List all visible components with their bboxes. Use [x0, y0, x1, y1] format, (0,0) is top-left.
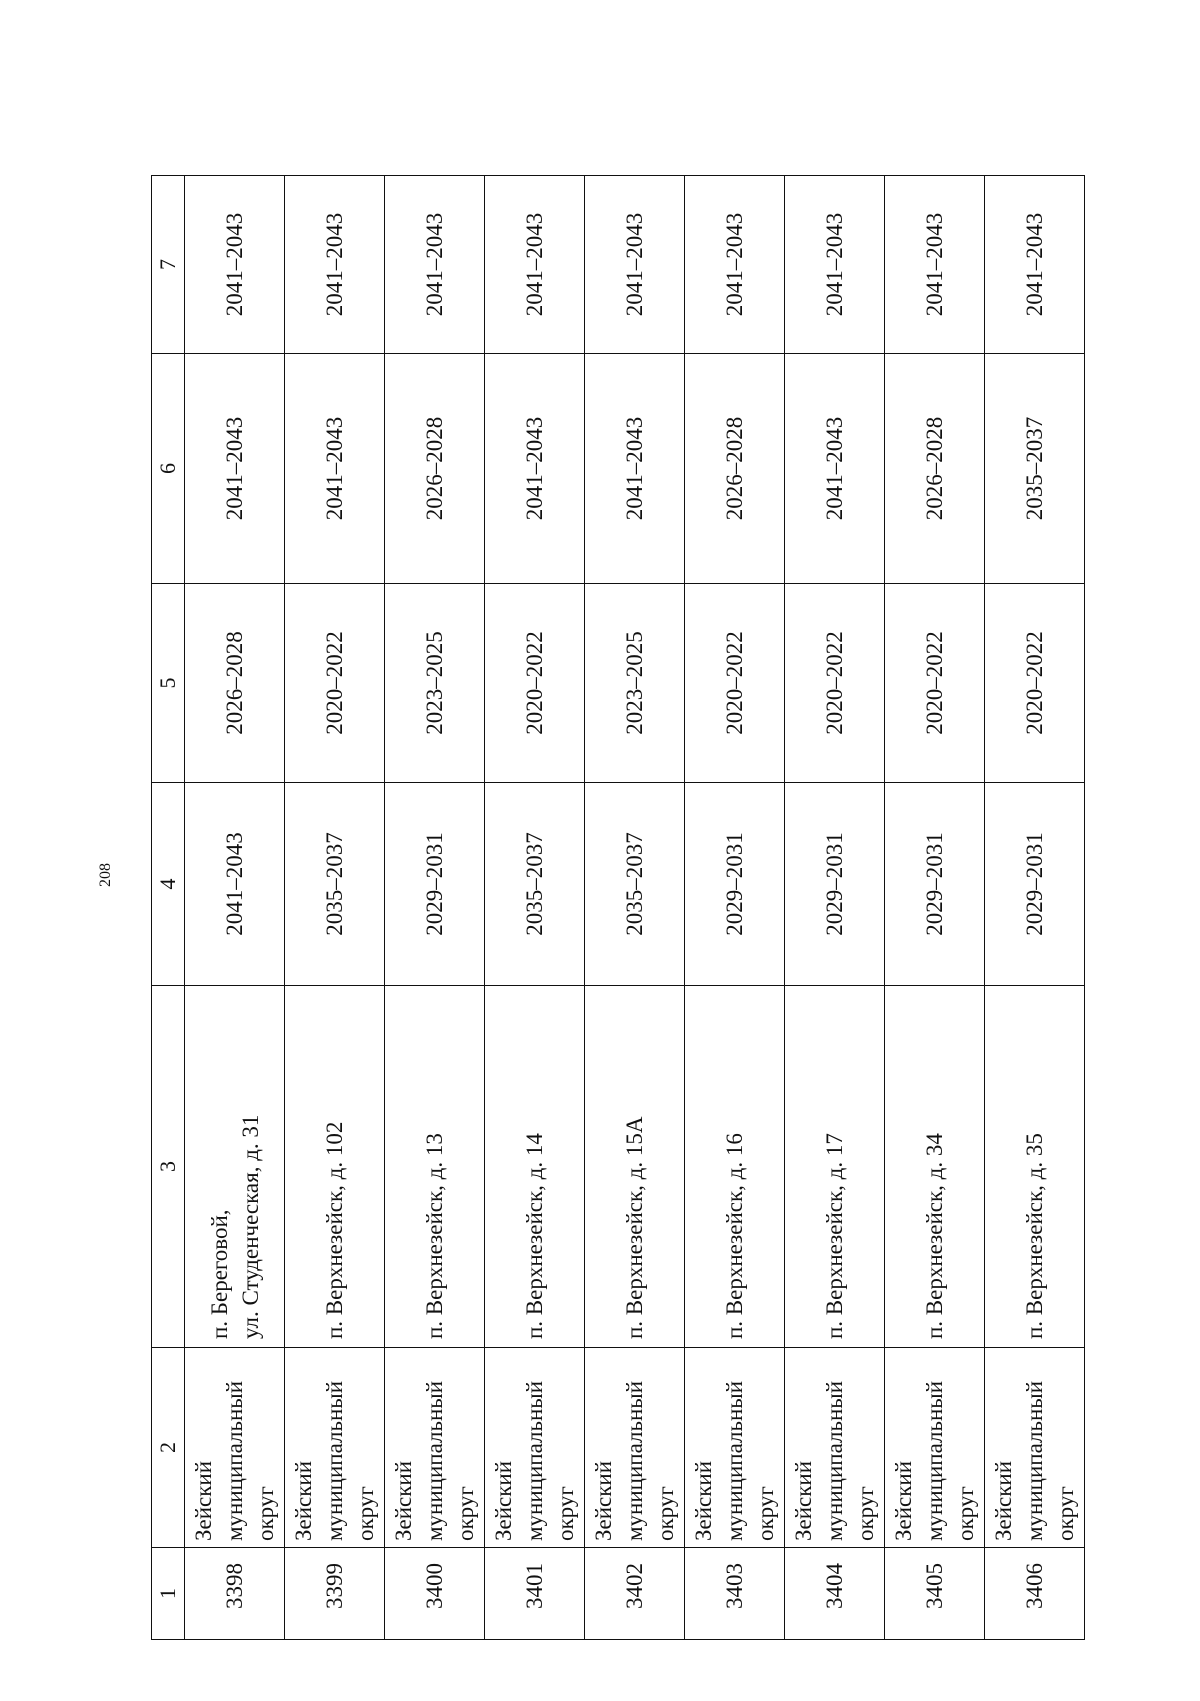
district-line: Зейский: [291, 1460, 316, 1541]
period-col-7: 2041–2043: [585, 176, 685, 354]
table-row: [485, 176, 585, 1640]
district-line: округ: [353, 1486, 378, 1541]
address-cell: [885, 986, 985, 1348]
period-col-5: 2020–2022: [885, 584, 985, 783]
table-row: [785, 176, 885, 1640]
period-col-5: 2020–2022: [985, 584, 1085, 783]
district-line: Зейский: [191, 1460, 216, 1541]
period-col-7: 2041–2043: [785, 176, 885, 354]
period-col-6: 2035–2037: [985, 354, 1085, 584]
district-cell: [485, 1348, 585, 1548]
district-cell: [685, 1348, 785, 1548]
district-line: муниципальный: [422, 1380, 447, 1541]
address-line: п. Верхнезейск, д. 34: [922, 1133, 947, 1339]
table-row: [285, 176, 385, 1640]
address-cell: [785, 986, 885, 1348]
address-cell: [485, 986, 585, 1348]
column-header-2: 2: [152, 1348, 185, 1548]
period-col-4: 2029–2031: [685, 783, 785, 986]
column-header-4: 4: [152, 783, 185, 986]
column-header-1: 1: [152, 1548, 185, 1640]
district-line: муниципальный: [1022, 1380, 1047, 1541]
table-row: [685, 176, 785, 1640]
address-cell: [985, 986, 1085, 1348]
address-cell: [585, 986, 685, 1348]
address-line: п. Верхнезейск, д. 13: [422, 1133, 447, 1339]
district-cell: [885, 1348, 985, 1548]
district-line: Зейский: [691, 1460, 716, 1541]
schedule-table: [151, 175, 1085, 1640]
address-line: п. Верхнезейск, д. 102: [322, 1121, 347, 1339]
period-col-5: 2020–2022: [785, 584, 885, 783]
period-col-7: 2041–2043: [985, 176, 1085, 354]
period-col-4: 2029–2031: [385, 783, 485, 986]
period-col-6: 2026–2028: [685, 354, 785, 584]
period-col-4: 2029–2031: [985, 783, 1085, 986]
period-col-7: 2041–2043: [885, 176, 985, 354]
period-col-7: 2041–2043: [385, 176, 485, 354]
period-col-6: 2041–2043: [785, 354, 885, 584]
address-cell: [285, 986, 385, 1348]
district-line: Зейский: [991, 1460, 1016, 1541]
address-line: п. Верхнезейск, д. 17: [822, 1133, 847, 1339]
district-line: округ: [853, 1486, 878, 1541]
address-line: п. Верхнезейск, д. 15А: [622, 1116, 647, 1339]
district-line: муниципальный: [722, 1380, 747, 1541]
address-line: п. Верхнезейск, д. 35: [1022, 1133, 1047, 1339]
district-line: муниципальный: [322, 1380, 347, 1541]
row-number: 3401: [485, 1548, 585, 1640]
page-number: 208: [97, 863, 114, 887]
table-row: [185, 176, 285, 1640]
period-col-6: 2041–2043: [185, 354, 285, 584]
address-cell: [185, 986, 285, 1348]
district-line: округ: [753, 1486, 778, 1541]
address-line: п. Береговой,: [206, 1209, 232, 1339]
period-col-7: 2041–2043: [685, 176, 785, 354]
rotated-table-container: [151, 176, 1081, 1640]
period-col-5: 2020–2022: [285, 584, 385, 783]
period-col-4: 2035–2037: [585, 783, 685, 986]
column-header-3: 3: [152, 986, 185, 1348]
column-header-7: 7: [152, 176, 185, 354]
row-number: 3402: [585, 1548, 685, 1640]
table-row: [985, 176, 1085, 1640]
address-cell: [685, 986, 785, 1348]
district-cell: [385, 1348, 485, 1548]
row-number: 3405: [885, 1548, 985, 1640]
column-header-5: 5: [152, 584, 185, 783]
district-line: Зейский: [591, 1460, 616, 1541]
district-line: округ: [653, 1486, 678, 1541]
district-line: Зейский: [491, 1460, 516, 1541]
column-header-6: 6: [152, 354, 185, 584]
period-col-7: 2041–2043: [285, 176, 385, 354]
district-line: муниципальный: [222, 1380, 247, 1541]
period-col-6: 2041–2043: [585, 354, 685, 584]
period-col-4: 2029–2031: [885, 783, 985, 986]
row-number: 3399: [285, 1548, 385, 1640]
row-number: 3400: [385, 1548, 485, 1640]
header-row: [152, 176, 185, 1640]
period-col-6: 2041–2043: [285, 354, 385, 584]
period-col-4: 2035–2037: [285, 783, 385, 986]
district-line: округ: [553, 1486, 578, 1541]
table-row: [585, 176, 685, 1640]
row-number: 3403: [685, 1548, 785, 1640]
period-col-6: 2026–2028: [385, 354, 485, 584]
district-line: округ: [253, 1486, 278, 1541]
district-line: округ: [1053, 1486, 1078, 1541]
district-line: муниципальный: [622, 1380, 647, 1541]
district-line: Зейский: [791, 1460, 816, 1541]
table-row: [885, 176, 985, 1640]
district-cell: [185, 1348, 285, 1548]
row-number: 3404: [785, 1548, 885, 1640]
address-line: п. Верхнезейск, д. 16: [722, 1133, 747, 1339]
district-line: округ: [953, 1486, 978, 1541]
period-col-5: 2023–2025: [385, 584, 485, 783]
period-col-4: 2035–2037: [485, 783, 585, 986]
period-col-7: 2041–2043: [485, 176, 585, 354]
district-line: муниципальный: [922, 1380, 947, 1541]
address-cell: [385, 986, 485, 1348]
district-cell: [585, 1348, 685, 1548]
district-line: округ: [453, 1486, 478, 1541]
period-col-5: 2020–2022: [485, 584, 585, 783]
period-col-6: 2026–2028: [885, 354, 985, 584]
address-line: п. Верхнезейск, д. 14: [522, 1133, 547, 1339]
district-line: Зейский: [391, 1460, 416, 1541]
table-row: [385, 176, 485, 1640]
row-number: 3398: [185, 1548, 285, 1640]
row-number: 3406: [985, 1548, 1085, 1640]
period-col-4: 2041–2043: [185, 783, 285, 986]
district-line: муниципальный: [522, 1380, 547, 1541]
period-col-5: 2020–2022: [685, 584, 785, 783]
district-cell: [985, 1348, 1085, 1548]
district-line: муниципальный: [822, 1380, 847, 1541]
district-cell: [785, 1348, 885, 1548]
period-col-5: 2023–2025: [585, 584, 685, 783]
period-col-7: 2041–2043: [185, 176, 285, 354]
period-col-6: 2041–2043: [485, 354, 585, 584]
district-line: Зейский: [891, 1460, 916, 1541]
period-col-5: 2026–2028: [185, 584, 285, 783]
period-col-4: 2029–2031: [785, 783, 885, 986]
address-line: ул. Студенческая, д. 31: [237, 1114, 263, 1339]
district-cell: [285, 1348, 385, 1548]
